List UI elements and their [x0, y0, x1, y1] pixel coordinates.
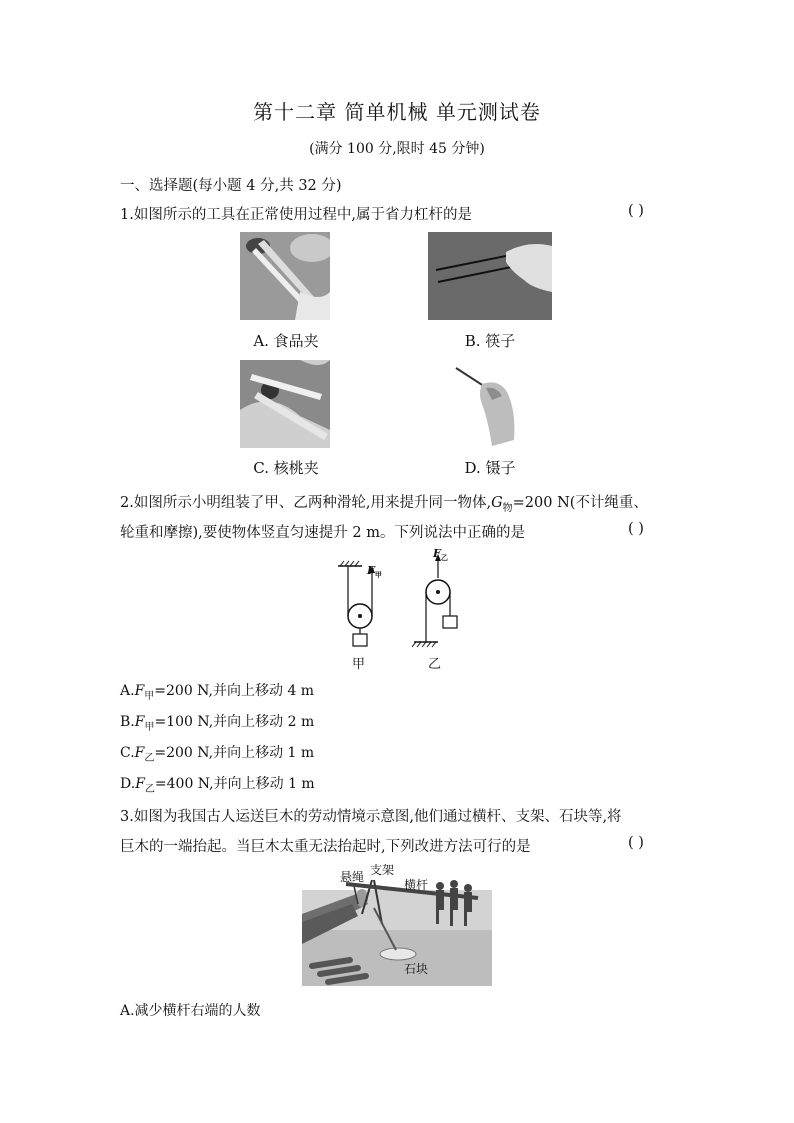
q2-option-c: $C.F_乙=200$ N,并向上移动 1 m [120, 745, 315, 764]
q2-option-d: $D.F_乙=400$ N,并向上移动 1 m [120, 776, 315, 795]
q2-stem-text-b: =200 N(不计绳重、 [512, 495, 648, 511]
label-bar: 横杆 [404, 878, 429, 892]
q2-gravity-sub: 物 [502, 502, 513, 514]
page-subtitle: (满分 100 分,限时 45 分钟) [309, 141, 485, 157]
q1-option-b: B. 筷子 [464, 332, 516, 350]
q3-stem-line2: 巨木的一端抬起。当巨木太重无法抬起时,下列改进方法可行的是 [120, 839, 531, 855]
q3-option-a: A.减少横杆右端的人数 [120, 1003, 261, 1019]
chopsticks-icon [428, 232, 552, 320]
page-title: 第十二章 简单机械 单元测试卷 [253, 100, 541, 124]
q2-option-b: $B.F_甲=100$ N,并向上移动 2 m [120, 714, 315, 733]
label-stand: 支架 [370, 863, 395, 877]
f-yi-label: $F_乙$ [433, 547, 448, 563]
chopsticks-photo [428, 232, 552, 320]
q2-gravity-symbol: G [491, 495, 503, 511]
label-rope: 悬绳 [340, 870, 365, 884]
q1-option-a: A. 食品夹 [253, 332, 319, 350]
tweezers-icon [452, 360, 520, 448]
label-yi: 乙 [428, 657, 442, 672]
q3-stem-line1: 3.如图为我国古人运送巨木的劳动情境示意图,他们通过横杆、支架、石块等,将 [120, 809, 622, 825]
log-lifting-illustration [302, 864, 492, 986]
q2-answer-blank: ( ) [628, 521, 644, 537]
q3-answer-blank: ( ) [628, 835, 644, 851]
food-tongs-photo [240, 232, 330, 320]
label-jia: 甲 [352, 657, 366, 672]
q1-option-c: C. 核桃夹 [253, 459, 319, 477]
f-jia-label: $F_甲$ [367, 564, 382, 580]
q2-stem-line2: 轮重和摩擦),要使物体竖直匀速提升 2 m。下列说法中正确的是 [120, 525, 525, 541]
q1-answer-blank: ( ) [628, 203, 644, 219]
q1-option-d: D. 镊子 [464, 459, 516, 477]
pulley-diagram [330, 548, 470, 670]
nutcracker-photo [240, 360, 330, 448]
section-heading: 一、选择题(每小题 4 分,共 32 分) [120, 178, 342, 194]
q2-stem-line1 [120, 491, 680, 514]
nutcracker-icon [240, 360, 330, 448]
q2-stem-text-a: 2.如图所示小明组装了甲、乙两种滑轮,用来提升同一物体, [120, 495, 492, 511]
label-stone: 石块 [404, 962, 429, 976]
food-tongs-icon [240, 232, 330, 320]
q1-stem: 1.如图所示的工具在正常使用过程中,属于省力杠杆的是 [120, 207, 472, 223]
q2-option-a: $A.F_甲=200$ N,并向上移动 4 m [120, 683, 315, 702]
tweezers-photo [452, 360, 520, 448]
